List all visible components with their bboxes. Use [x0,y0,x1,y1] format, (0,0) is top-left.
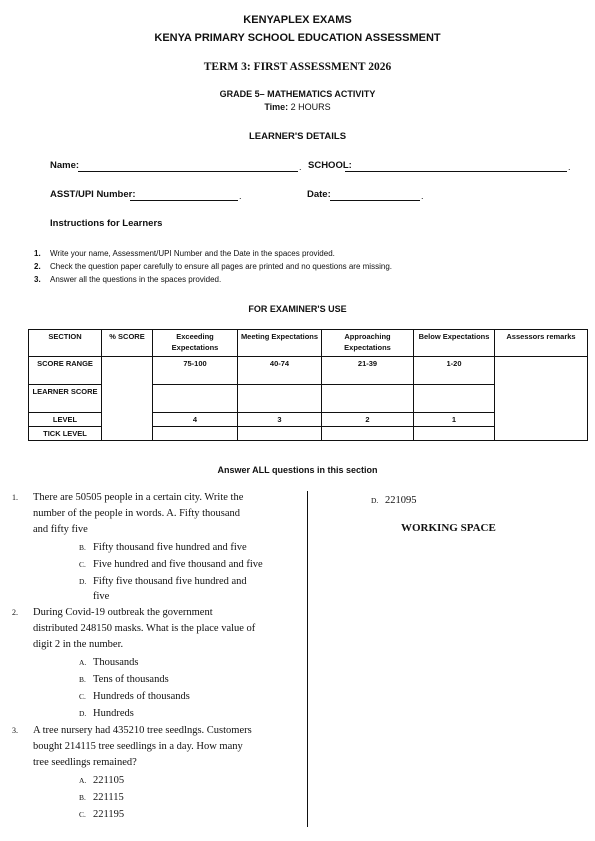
name-label: Name: [50,160,80,171]
option-c[interactable]: C. 221195 [79,809,125,820]
question-number: 3. [12,726,18,735]
header-exceeding: Exceeding Expectations [153,330,238,357]
option-d[interactable]: D. Fifty five thousand five hundred and [79,576,247,587]
tick-cell[interactable] [238,427,322,441]
asst-upi-field[interactable] [130,200,238,201]
level-exceeding: 4 [153,413,238,427]
range-meeting: 40-74 [238,357,322,385]
learner-score-cell[interactable] [414,385,495,413]
level-approaching: 2 [322,413,414,427]
column-divider [307,491,308,827]
instruction-item: 3. Answer all the questions in the spaces provided. [34,275,222,284]
header-meeting: Meeting Expectations [238,330,322,357]
question-text: There are 50505 people in a certain city. Write the [33,492,244,503]
level-meeting: 3 [238,413,322,427]
question-1 [12,490,302,605]
question-text: and fifty five [33,524,88,535]
header-section: SECTION [29,330,102,357]
score-cell[interactable] [102,357,153,441]
time-label: Time: [264,102,289,112]
option-b[interactable]: B. Fifty thousand five hundred and five [79,542,247,553]
learner-score-cell[interactable] [153,385,238,413]
row-label-score-range: SCORE RANGE [29,357,102,385]
question-3 [12,723,302,823]
question-text: distributed 248150 masks. What is the place value of [33,623,256,634]
question-text: A tree nursery had 435210 tree seedlngs. Customers [33,725,252,736]
time-value: 2 HOURS [290,102,331,112]
option-d[interactable]: D. 221095 [371,495,417,506]
header-score: % SCORE [102,330,153,357]
question-number: 1. [12,493,18,502]
header-approaching: Approaching Expectations [322,330,414,357]
org-title: KENYAPLEX EXAMS [243,14,352,26]
learner-score-cell[interactable] [238,385,322,413]
question-text: digit 2 in the number. [33,639,124,650]
header-remarks: Assessors remarks [495,330,588,357]
time-line [0,102,595,112]
option-c[interactable]: C. Five hundred and five thousand and five [79,559,263,570]
row-label-learner-score: LEARNER SCORE [29,385,102,413]
range-exceeding: 75-100 [153,357,238,385]
row-label-tick-level: TICK LEVEL [29,427,102,441]
question-number: 2. [12,608,18,617]
option-c[interactable]: C. Hundreds of thousands [79,691,190,702]
option-b[interactable]: B. Tens of thousands [79,674,169,685]
range-approaching: 21-39 [322,357,414,385]
tick-cell[interactable] [322,427,414,441]
option-d[interactable]: D. Hundreds [79,708,134,719]
assessment-title: KENYA PRIMARY SCHOOL EDUCATION ASSESSMENT [154,32,441,44]
question-text: bought 214115 tree seedlings in a day. How many [33,741,243,752]
name-field[interactable] [78,171,298,172]
header-below: Below Expectations [414,330,495,357]
option-d-cont: five [93,591,110,602]
range-below: 1-20 [414,357,495,385]
instruction-item: 1. Write your name, Assessment/UPI Number and the Date in the spaces provided. [34,249,335,258]
instructions-list [34,247,392,286]
option-a[interactable]: A. 221105 [79,775,125,786]
working-space-title: WORKING SPACE [401,522,496,534]
option-a[interactable]: A. Thousands [79,657,139,668]
section-note: Answer ALL questions in this section [217,465,378,475]
question-text: During Covid-19 outbreak the government [33,607,213,618]
option-b[interactable]: B. 221115 [79,792,124,803]
school-field[interactable] [345,171,567,172]
question-text: tree seedlings remained? [33,757,137,768]
date-label: Date: [307,189,331,200]
term-title: TERM 3: FIRST ASSESSMENT 2026 [203,61,392,73]
examiner-table [28,329,588,441]
subject-title: GRADE 5– MATHEMATICS ACTIVITY [219,89,376,99]
school-label: SCHOOL: [308,160,352,171]
asst-upi-label: ASST/UPI Number: [50,189,136,200]
examiner-title: FOR EXAMINER'S USE [248,304,347,314]
instruction-item: 2. Check the question paper carefully to ensure all pages are printed and no questions are missing. [34,262,392,271]
instructions-title: Instructions for Learners [50,218,163,229]
tick-cell[interactable] [153,427,238,441]
learner-score-cell[interactable] [322,385,414,413]
level-below: 1 [414,413,495,427]
learner-details-title: LEARNER'S DETAILS [248,131,347,142]
row-label-level: LEVEL [29,413,102,427]
remarks-cell[interactable] [495,357,588,441]
question-text: number of the people in words. A. Fifty thousand [33,508,241,519]
tick-cell[interactable] [414,427,495,441]
question-2 [12,605,302,722]
date-field[interactable] [330,200,420,201]
